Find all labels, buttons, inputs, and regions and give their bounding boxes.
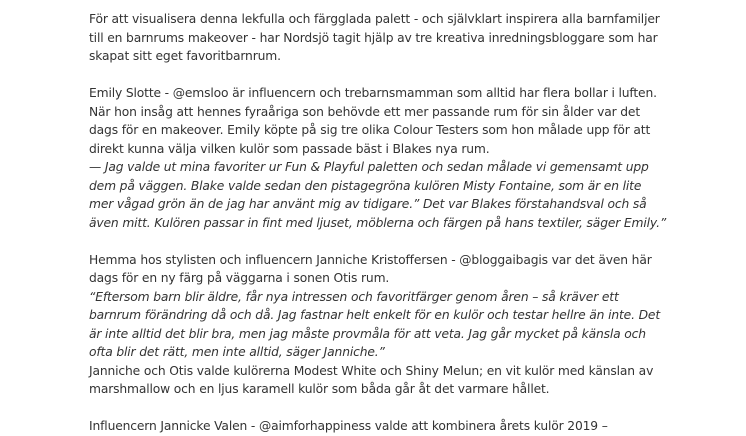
paragraph-emily <box>89 84 689 232</box>
text-line: marshmallow och en ljus karamell kulör som båda går åt det varmare hållet. <box>89 382 550 396</box>
text-line: direkt kunna välja vilken kulör som passade bäst i Blakes nya rum. <box>89 141 490 156</box>
paragraph-jannicke <box>89 417 689 436</box>
document-body <box>89 10 689 436</box>
text-line: dags för en makeover. Emily köpte på sig tre olika Colour Testers som hon målade upp för att <box>89 123 651 137</box>
quote-line: mer vågad grön än de jag har använt mig av tidigare.” Det var Blakes förstahandsval och så <box>89 197 647 211</box>
paragraph-gap <box>89 66 689 85</box>
quote-line: — Jag valde ut mina favoriter ur Fun & Playful paletten och sedan målade vi gemensamt upp <box>89 160 649 174</box>
paragraph-intro <box>89 10 689 66</box>
text-line: Hemma hos stylisten och influencern Janniche Kristoffersen - @bloggaibagis var det även här <box>89 252 652 267</box>
quote-line: dem på väggen. Blake valde sedan den pistagegröna kulören Misty Fontaine, som är en lite <box>89 178 642 193</box>
text-line: skapat sitt eget favoritbarnrum. <box>89 49 281 63</box>
quote-line: barnrum förändring då och då. Jag fastnar helt enkelt för en kulör och testar hellre än inte. Det <box>89 308 660 322</box>
text-line: När hon insåg att hennes fyraåriga son behövde ett mer passande rum för sin ålder var det <box>89 104 640 119</box>
paragraph-gap <box>89 232 689 251</box>
quote-line: “Eftersom barn blir äldre, får nya intressen och favoritfärger genom åren – så kräver ett <box>89 289 619 304</box>
paragraph-gap <box>89 399 689 418</box>
text-line: Influencern Jannicke Valen - @aimforhappiness valde att kombinera årets kulör 2019 – <box>89 419 608 433</box>
text-line: Emily Slotte - @emsloo är influencern och trebarnsmamman som alltid har flera bollar i luften. <box>89 86 657 100</box>
paragraph-janniche <box>89 251 689 399</box>
quote-line: är inte alltid det blir bra, men jag måste provmåla för att veta. Jag går mycket på känsla och <box>89 326 646 341</box>
quote-line: ofta blir det rätt, men inte alltid, säger Janniche.” <box>89 345 385 359</box>
text-line: till en barnrums makeover - har Nordsjö tagit hjälp av tre kreativa inredningsbloggare som har <box>89 30 658 45</box>
text-line: Janniche och Otis valde kulörerna Modest White och Shiny Melun; en vit kulör med känslan av <box>89 363 654 378</box>
quote-line: även mitt. Kulören passar in fint med ljuset, möblerna och färgen på hans textiler, säger Emily.” <box>89 215 667 230</box>
text-line: dags för en ny färg på väggarna i sonen Otis rum. <box>89 271 390 285</box>
text-line: För att visualisera denna lekfulla och färgglada palett - och självklart inspirera alla barnfamiljer <box>89 12 660 26</box>
